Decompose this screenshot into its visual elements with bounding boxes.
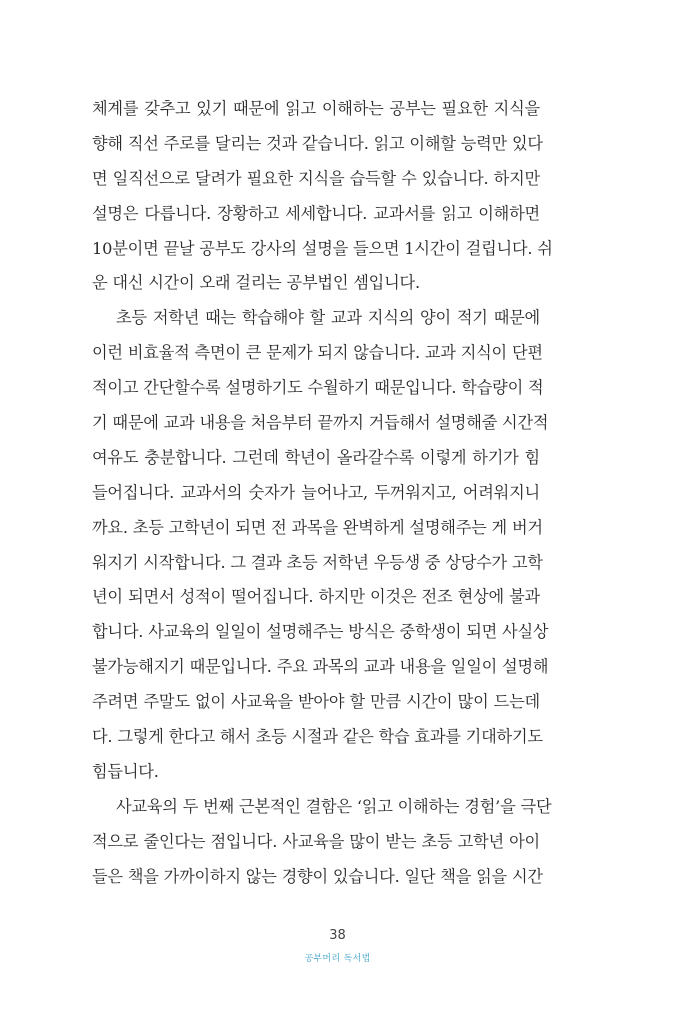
text-line: 기 때문에 교과 내용을 처음부터 끝까지 거듭해서 설명해줄 시간적 xyxy=(92,413,549,433)
page-number: 38 xyxy=(329,928,346,943)
text-line: 합니다. 사교육의 일일이 설명해주는 방식은 중학생이 되면 사실상 xyxy=(92,622,549,642)
text-line: 힘듭니다. xyxy=(92,761,159,781)
text-line: 향해 직선 주로를 달리는 것과 같습니다. 읽고 이해할 능력만 있다 xyxy=(92,133,543,153)
text-line: 워지기 시작합니다. 그 결과 초등 저학년 우등생 중 상당수가 고학 xyxy=(92,552,543,572)
text-line: 불가능해지기 때문입니다. 주요 과목의 교과 내용을 일일이 설명해 xyxy=(92,657,549,677)
text-line: 들은 책을 가까이하지 않는 경향이 있습니다. 일단 책을 읽을 시간 xyxy=(92,866,543,886)
text-line: 주려면 주말도 없이 사교육을 받아야 할 만큼 시간이 많이 드는데 xyxy=(92,692,540,712)
text-line: 사교육의 두 번째 근본적인 결함은 ‘읽고 이해하는 경험’을 극단 xyxy=(116,796,552,816)
text-line: 이런 비효율적 측면이 큰 문제가 되지 않습니다. 교과 지식이 단편 xyxy=(92,343,543,363)
text-line: 적으로 줄인다는 점입니다. 사교육을 많이 받는 초등 고학년 아이 xyxy=(92,831,540,851)
text-line: 적이고 간단할수록 설명하기도 수월하기 때문입니다. 학습량이 적 xyxy=(92,378,544,398)
text-line: 체계를 갖추고 있기 때문에 읽고 이해하는 공부는 필요한 지식을 xyxy=(92,99,540,118)
running-footer-book-title: 공부머리 독서법 xyxy=(304,954,371,964)
text-line: 들어집니다. 교과서의 숫자가 늘어나고, 두꺼워지고, 어려워지니 xyxy=(92,482,540,502)
text-line: 설명은 다릅니다. 장황하고 세세합니다. 교과서를 읽고 이해하면 xyxy=(92,203,540,223)
text-line: 면 일직선으로 달려가 필요한 지식을 습득할 수 있습니다. 하지만 xyxy=(92,168,540,188)
text-line: 다. 그렇게 한다고 해서 초등 시절과 같은 학습 효과를 기대하기도 xyxy=(92,727,543,747)
text-line: 10분이면 끝날 공부도 강사의 설명을 들으면 1시간이 걸립니다. 쉬 xyxy=(92,238,553,258)
text-line: 운 대신 시간이 오래 걸리는 공부법인 셈입니다. xyxy=(92,273,420,293)
text-line: 년이 되면서 성적이 떨어집니다. 하지만 이것은 전조 현상에 불과 xyxy=(92,587,540,607)
text-line: 까요. 초등 고학년이 되면 전 과목을 완벽하게 설명해주는 게 버거 xyxy=(92,517,543,537)
text-line: 초등 저학년 때는 학습해야 할 교과 지식의 양이 적기 때문에 xyxy=(116,308,540,328)
body-text xyxy=(92,92,553,894)
text-line: 여유도 충분합니다. 그런데 학년이 올라갈수록 이렇게 하기가 힘 xyxy=(92,447,540,467)
